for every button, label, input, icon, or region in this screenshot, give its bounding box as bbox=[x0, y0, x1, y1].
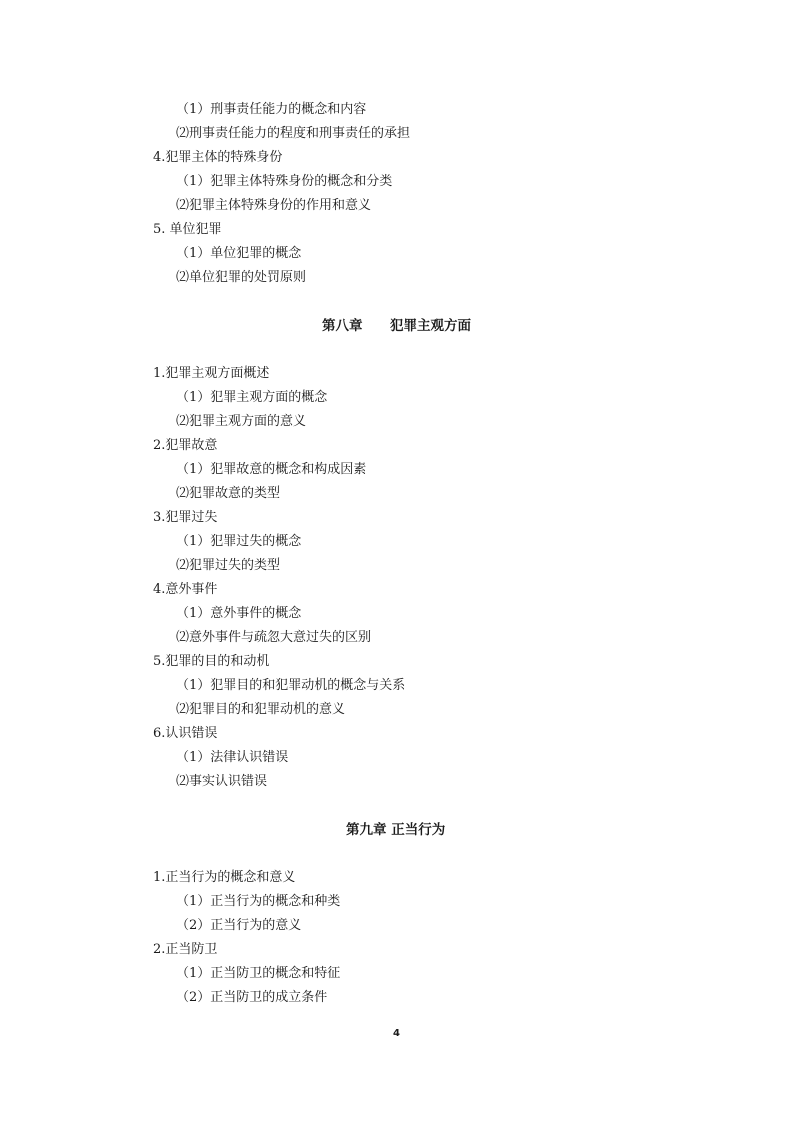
section-heading: 4.意外事件 bbox=[153, 582, 218, 597]
list-item: ⑵事实认识错误 bbox=[176, 774, 268, 789]
section-heading: 2.犯罪故意 bbox=[153, 438, 218, 453]
chapter-heading: 第九章 正当行为 bbox=[346, 822, 446, 838]
list-item: ⑵单位犯罪的处罚原则 bbox=[176, 270, 307, 285]
list-item: ⑵犯罪主体特殊身份的作用和意义 bbox=[176, 198, 372, 213]
list-item: （1）犯罪主观方面的概念 bbox=[176, 390, 328, 405]
list-item: （1）正当防卫的概念和特征 bbox=[176, 966, 341, 981]
section-heading: 1.正当行为的概念和意义 bbox=[153, 870, 296, 885]
list-item: ⑵犯罪过失的类型 bbox=[176, 558, 281, 573]
page-number: 4 bbox=[393, 1028, 400, 1039]
section-heading: 2.正当防卫 bbox=[153, 942, 218, 957]
list-item: ⑵犯罪主观方面的意义 bbox=[176, 414, 307, 429]
section-heading: 1.犯罪主观方面概述 bbox=[153, 366, 270, 381]
section-heading: 5. 单位犯罪 bbox=[153, 222, 222, 237]
list-item: ⑵犯罪故意的类型 bbox=[176, 486, 281, 501]
section-heading: 6.认识错误 bbox=[153, 726, 218, 741]
list-item: （2）正当防卫的成立条件 bbox=[176, 990, 328, 1005]
list-item: （1）刑事责任能力的概念和内容 bbox=[176, 102, 367, 117]
list-item: （1）法律认识错误 bbox=[176, 750, 289, 765]
list-item: （1）犯罪目的和犯罪动机的概念与关系 bbox=[176, 678, 406, 693]
chapter-title: 犯罪主观方面 bbox=[390, 318, 471, 334]
section-heading: 3.犯罪过失 bbox=[153, 510, 218, 525]
list-item: （1）犯罪故意的概念和构成因素 bbox=[176, 462, 367, 477]
list-item: ⑵刑事责任能力的程度和刑事责任的承担 bbox=[176, 126, 411, 141]
chapter-number: 第八章 bbox=[322, 318, 363, 334]
list-item: （1）犯罪过失的概念 bbox=[176, 534, 302, 549]
list-item: （2）正当行为的意义 bbox=[176, 918, 302, 933]
list-item: （1）正当行为的概念和种类 bbox=[176, 894, 341, 909]
section-heading: 4.犯罪主体的特殊身份 bbox=[153, 150, 283, 165]
section-heading: 5.犯罪的目的和动机 bbox=[153, 654, 270, 669]
list-item: ⑵意外事件与疏忽大意过失的区别 bbox=[176, 630, 372, 645]
list-item: （1）单位犯罪的概念 bbox=[176, 246, 302, 261]
list-item: （1）意外事件的概念 bbox=[176, 606, 302, 621]
list-item: ⑵犯罪目的和犯罪动机的意义 bbox=[176, 702, 346, 717]
list-item: （1）犯罪主体特殊身份的概念和分类 bbox=[176, 174, 393, 189]
